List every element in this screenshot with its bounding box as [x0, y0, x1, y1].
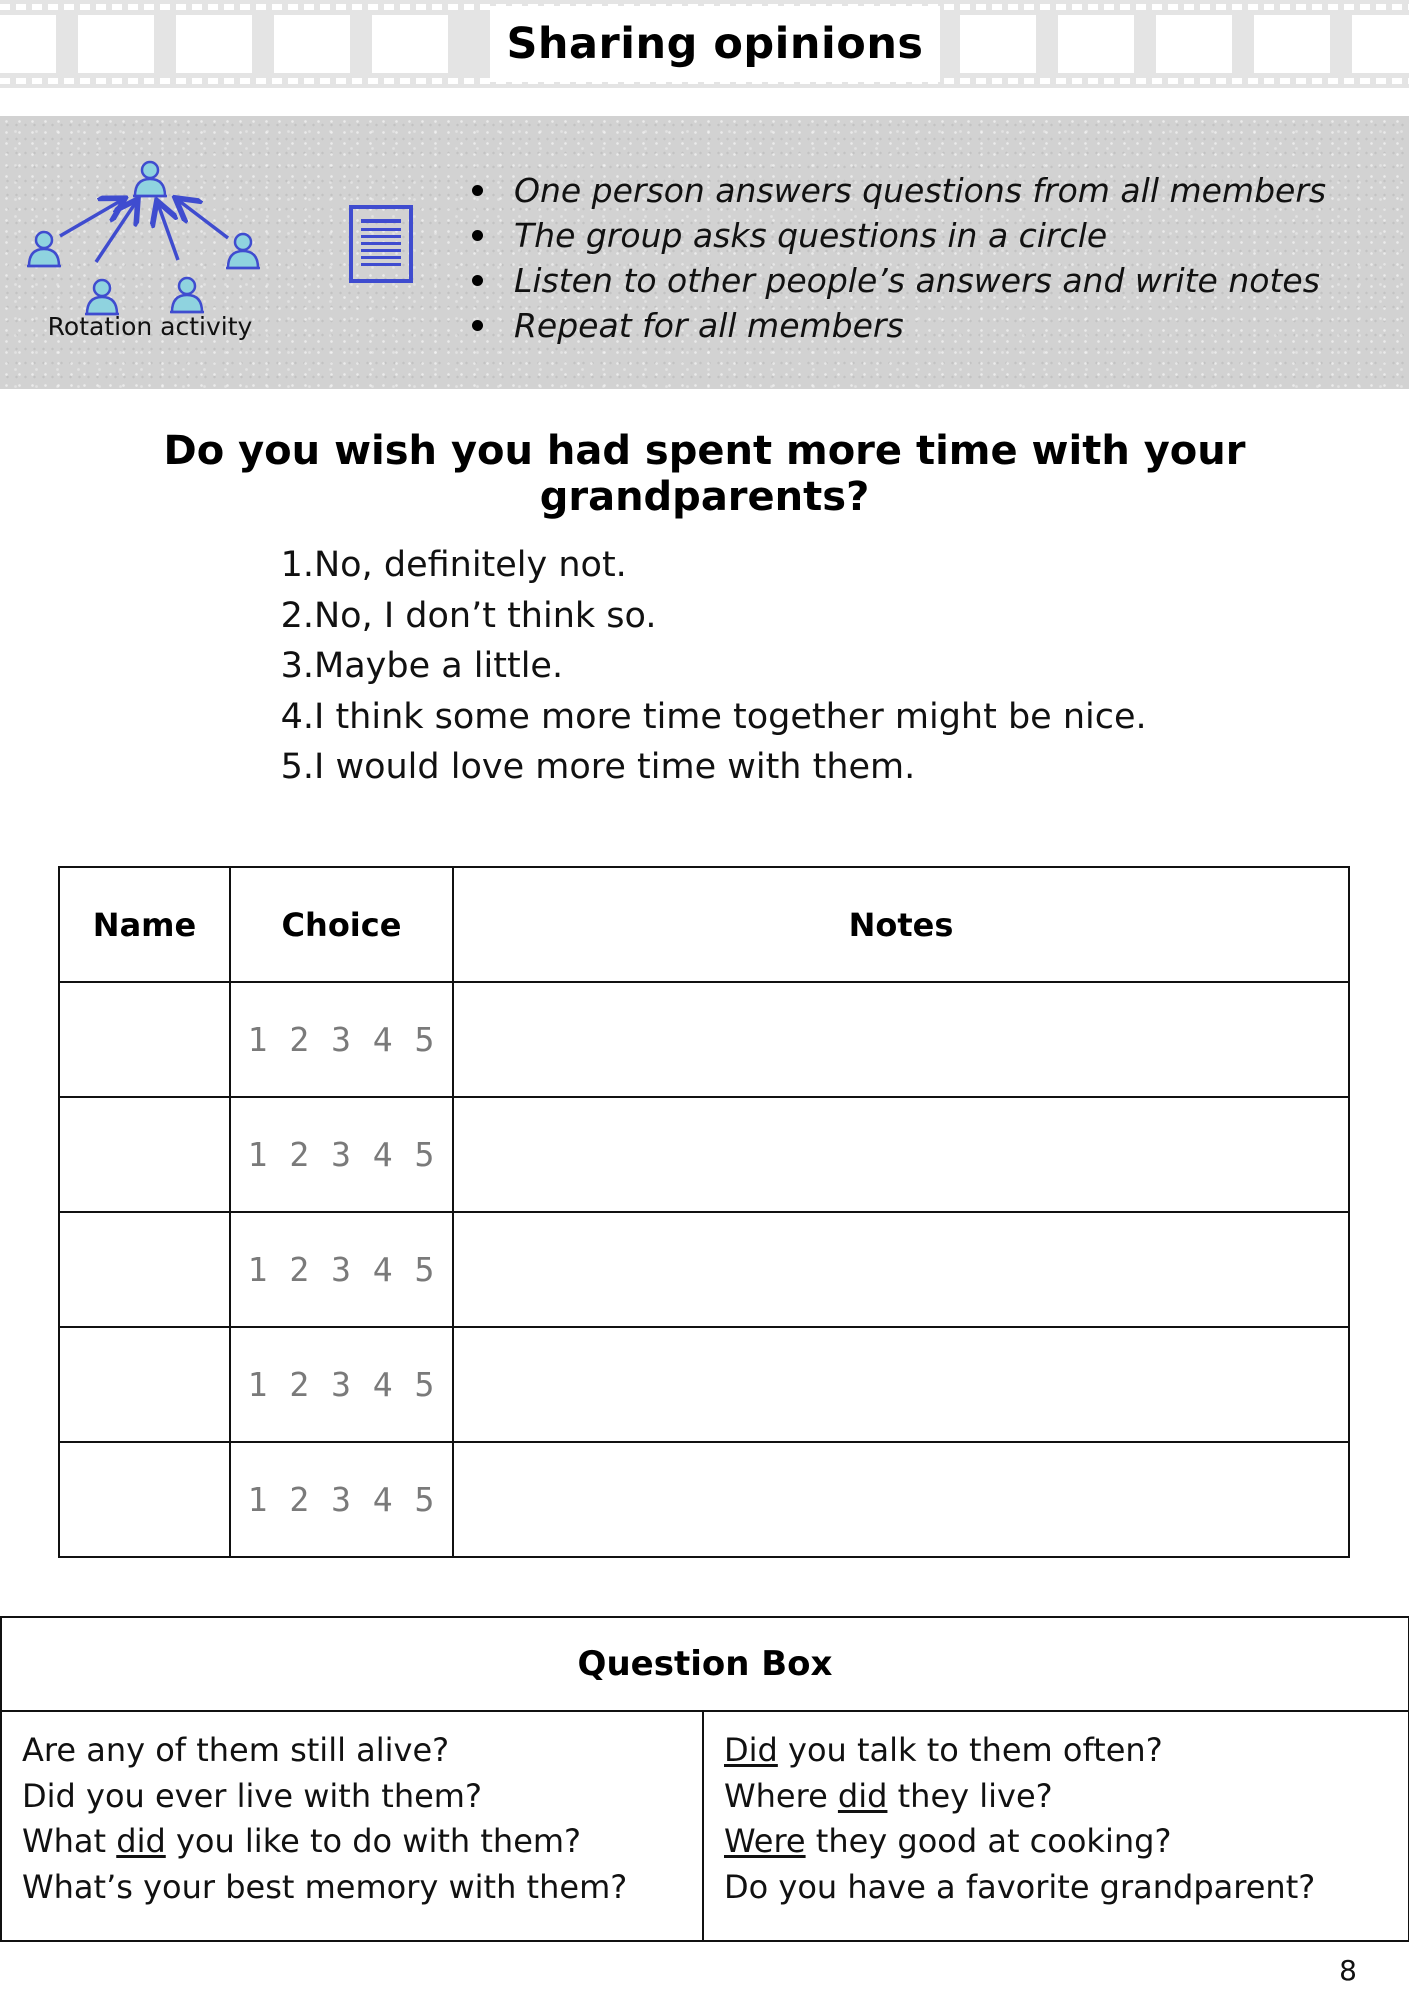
rule-item [472, 168, 1326, 213]
bullet-icon [472, 275, 483, 286]
choice-cell[interactable]: 1 2 3 4 5 [230, 1097, 453, 1212]
question-box-title: Question Box [1, 1617, 1409, 1711]
choice-column-header: Choice [230, 867, 453, 982]
film-frame [1352, 15, 1409, 73]
table-row [59, 1097, 1349, 1212]
option-number: 4. [280, 696, 314, 737]
table-row [59, 1327, 1349, 1442]
page-number: 8 [1339, 1954, 1357, 1987]
rotation-activity-caption: Rotation activity [47, 312, 253, 341]
option-text: No, definitely not. [314, 545, 627, 585]
option-text: Maybe a little. [314, 646, 564, 686]
table-row [59, 982, 1349, 1097]
question-list-left [2, 1712, 702, 1910]
main-question: Do you wish you had spent more time with your grandparents? [163, 428, 1246, 520]
rule-item [472, 213, 1326, 258]
film-frame [372, 15, 448, 73]
name-cell[interactable] [59, 1097, 230, 1212]
rule-item [472, 303, 1326, 348]
film-frame [0, 15, 56, 73]
bullet-icon [472, 320, 483, 331]
notes-document-icon [348, 204, 414, 284]
title-box [490, 6, 940, 82]
choice-cell[interactable]: 1 2 3 4 5 [230, 1327, 453, 1442]
film-frame [1058, 15, 1134, 73]
film-frame [1156, 15, 1232, 73]
rule-text: Repeat for all members [514, 306, 904, 345]
question-item: What’s your best memory with them? [22, 1867, 628, 1906]
option-text: No, I don’t think so. [314, 595, 657, 636]
option-text: I think some more time together might be nice. [314, 696, 1147, 737]
choice-cell[interactable]: 1 2 3 4 5 [230, 1442, 453, 1557]
rule-text: Listen to other people’s answers and write notes [514, 261, 1320, 300]
table-row [59, 1212, 1349, 1327]
people-rotation-icon [18, 134, 268, 324]
notes-cell[interactable] [453, 1212, 1349, 1327]
notes-column-header: Notes [453, 867, 1349, 982]
bullet-icon [472, 185, 483, 196]
activity-rules-list [472, 168, 1326, 348]
answer-option [272, 540, 1147, 591]
name-cell[interactable] [59, 1327, 230, 1442]
answer-option [272, 742, 1147, 793]
choice-cell[interactable]: 1 2 3 4 5 [230, 982, 453, 1097]
film-strip-header [0, 0, 1409, 88]
notes-cell[interactable] [453, 982, 1349, 1097]
answer-options-list [272, 540, 1147, 793]
answer-option [272, 692, 1147, 743]
question-list-right [704, 1712, 1408, 1910]
question-item: What did you like to do with them? [22, 1822, 582, 1860]
question-box [0, 1616, 1409, 1942]
name-column-header: Name [59, 867, 230, 982]
name-cell[interactable] [59, 982, 230, 1097]
rule-text: The group asks questions in a circle [514, 216, 1108, 255]
table-row [59, 1442, 1349, 1557]
film-frame [960, 15, 1036, 73]
name-cell[interactable] [59, 1442, 230, 1557]
option-number: 5. [280, 747, 314, 787]
choice-cell[interactable]: 1 2 3 4 5 [230, 1212, 453, 1327]
question-item: Did you ever live with them? [22, 1776, 482, 1815]
question-item: Do you have a favorite grandparent? [724, 1867, 1316, 1906]
film-frame [1254, 15, 1330, 73]
answer-option [272, 641, 1147, 692]
page-title: Sharing opinions [506, 19, 924, 69]
film-frame [274, 15, 350, 73]
rule-text: One person answers questions from all members [514, 171, 1327, 210]
option-number: 3. [280, 646, 314, 686]
notes-cell[interactable] [453, 1097, 1349, 1212]
question-box-left-column [1, 1711, 703, 1941]
answer-option [272, 591, 1147, 642]
question-item: Did you talk to them often? [724, 1731, 1163, 1769]
notes-cell[interactable] [453, 1442, 1349, 1557]
question-box-right-column [703, 1711, 1409, 1941]
question-item: Are any of them still alive? [22, 1731, 450, 1769]
option-number: 2. [280, 595, 314, 636]
response-table [58, 866, 1350, 1558]
film-frame [78, 15, 154, 73]
name-cell[interactable] [59, 1212, 230, 1327]
question-item: Where did they live? [724, 1776, 1053, 1815]
table-header-row [59, 867, 1349, 982]
instructions-panel [0, 116, 1409, 389]
question-item: Were they good at cooking? [724, 1822, 1172, 1860]
option-text: I would love more time with them. [314, 747, 916, 787]
notes-cell[interactable] [453, 1327, 1349, 1442]
film-frame [176, 15, 252, 73]
bullet-icon [472, 230, 483, 241]
rule-item [472, 258, 1326, 303]
option-number: 1. [280, 545, 314, 585]
